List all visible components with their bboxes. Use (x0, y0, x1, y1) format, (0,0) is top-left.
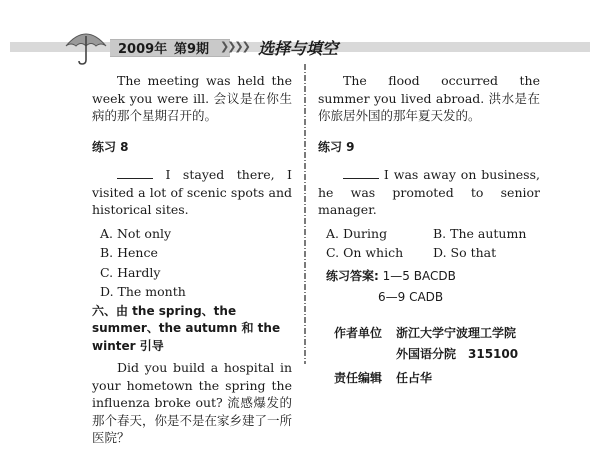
answer-key-label: 练习答案: (326, 268, 379, 283)
exercise-8-title: 练习 8 (92, 139, 129, 154)
exercise-8-option-c: C. Hardly (100, 264, 161, 280)
exercise-8-option-a: A. Not only (100, 225, 172, 241)
umbrella-icon (64, 28, 108, 66)
example-sentence: The meeting was held the week you were ill. 会议是在你生病的那个星期召开的。 (92, 73, 292, 123)
editor-row (318, 370, 540, 388)
column-divider (302, 64, 308, 364)
exercise-9-question (318, 166, 540, 219)
exercise-9-option-b: B. The autumn (433, 225, 527, 241)
exercise-9-question-text: I was away on business, he was promoted to senior manager. (318, 167, 540, 217)
exercise-8-question-text: I stayed there, I visited a lot of scenic spots and historical sites. (92, 167, 292, 217)
header-year: 2009年 (118, 42, 168, 57)
exercise-9-title: 练习 9 (318, 139, 355, 154)
exercise-9-option-d: D. So that (433, 245, 497, 260)
right-column (318, 72, 540, 391)
exercise-9-option-c: C. On which (326, 245, 404, 260)
author-row (318, 325, 540, 343)
editor-label: 责任编辑 (334, 370, 383, 385)
answer-blank (343, 166, 379, 179)
answer-key-values-1: 1—5 BACDB (382, 268, 456, 283)
example-sentence: Did you build a hospital in your hometown the spring the influenza broke out? 流感爆发的那个春天，你是不是在家乡建了一所医院？ (92, 360, 293, 445)
exercise-9-option-a: A. During (326, 225, 388, 241)
answer-key-line-1 (326, 268, 540, 286)
author-value-2: 外国语分院 315100 (396, 347, 519, 361)
author-value: 浙江大学宁波理工学院 (396, 325, 517, 340)
section-6-heading: 六、由 the spring、the summer、the autumn 和 the winter 引导 (92, 303, 281, 353)
author-label: 作者单位 (334, 325, 383, 340)
article-meta (318, 325, 540, 388)
example-sentence: The flood occurred the summer you lived abroad. 洪水是在你旅居外国的那年夏天发的。 (318, 73, 540, 123)
editor-value: 任占华 (396, 370, 433, 385)
header-issue: 第9期 (174, 42, 210, 57)
answer-key-values-2: 6—9 CADB (378, 290, 444, 304)
left-column (92, 72, 292, 453)
exercise-8-option-d: D. The month (100, 284, 186, 299)
exercise-8-option-b: B. Hence (100, 245, 158, 260)
answer-blank (117, 166, 153, 179)
header-section-title: 选择与填空 (258, 39, 339, 58)
exercise-8-question (92, 166, 292, 219)
exercise-9-options-row-2 (326, 244, 540, 262)
exercise-9-options-row-1 (326, 225, 540, 243)
header-arrows-icon: ❯❯❯❯ (220, 40, 249, 53)
